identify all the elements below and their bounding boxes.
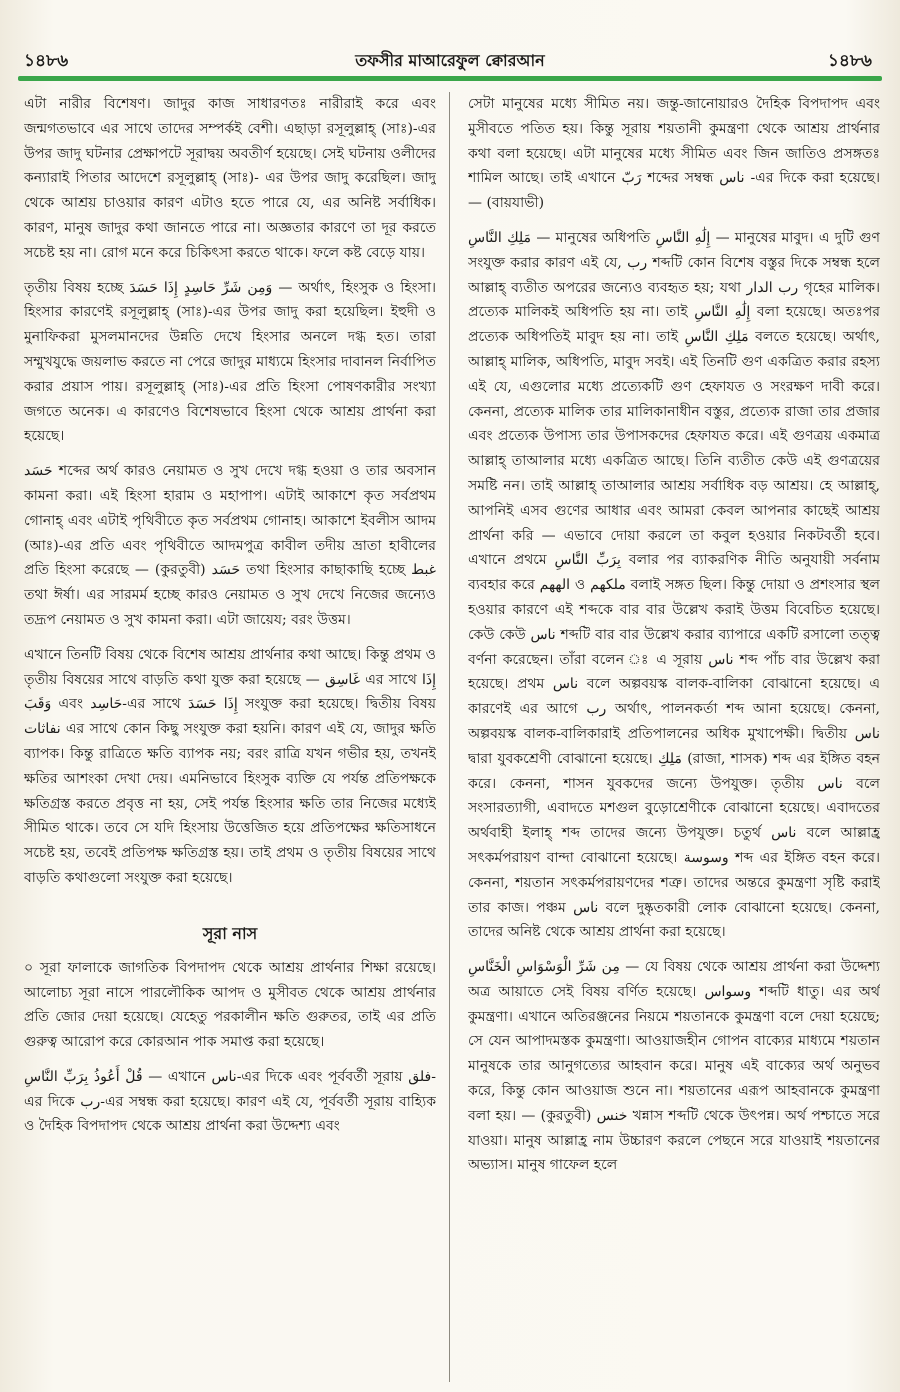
paragraph: قُلْ أَعُوذُ بِرَبِّ النَّاسِ — এখানে ناس-এর দিকে এবং পূর্ববর্তী সূরায় فلق-এর দিকে رب-এর সম্বন্ধ করা হয়েছে। কারণ এই যে, পূর্ববর্তী সূরায় বাহ্যিক ও দৈহিক বিপদাপদ থেকে আশ্রয় প্রার্থনা করা উদ্দেশ্য এবং — [24, 1068, 436, 1135]
paragraph: حَسَد শব্দের অর্থ কারও নেয়ামত ও সুখ দেখে দগ্ধ হওয়া ও তার অবসান কামনা করা। এই হিংসা হারাম ও মহাপাপ। এটাই আকাশে কৃত সর্বপ্রথম গোনাহ্ এবং এটাই পৃথিবীতে কৃত সর্বপ্রথম গোনাহ। আকাশে ইবলীস আদম (আঃ)-এর প্রতি এবং পৃথিবীতে আদমপুত্র কাবীল তদীয় ভ্রাতা হাবীলের প্রতি হিংসা করেছে — (কুরতুবী) حَسَد তথা হিংসার কাছাকাছি হচ্ছে غبط তথা ঈর্ষা। এর সারমর্ম হচ্ছে কারও নেয়ামত ও সুখ দেখে নিজের জন্যেও তদ্রূপ নেয়ামত ও সুখ কামনা করা। এটা জায়েয; বরং উত্তম। — [24, 463, 436, 628]
column-divider — [449, 92, 450, 1382]
paragraph: তৃতীয় বিষয় হচ্ছে وَمِن شَرِّ حَاسِدٍ إِذَا حَسَدَ — অর্থাৎ, হিংসুক ও হিংসা। হিংসার কারণেই রসূলুল্লাহ্ (সাঃ)-এর উপর জাদু করা হয়েছিল। ইহুদী ও মুনাফিকরা মুসলমানদের উন্নতি দেখে হিংসার অনলে দগ্ধ হত। তারা সম্মুখযুদ্ধে জয়লাভ করতে না পেরে জাদুর মাধ্যমে হিংসার দাবানল নির্বাপিত করার প্রয়াস পায়। রসূলুল্লাহ্ (সাঃ)-এর প্রতি হিংসা পোষণকারীর সংখ্যা জগতে অনেক। এ কারণেও বিশেষভাবে হিংসা থেকে আশ্রয় প্রার্থনা করা হয়েছে। — [24, 279, 436, 445]
running-title: তফসীর মাআরেফুল ক্বোরআন — [355, 51, 545, 70]
page-number-right: ১৪৮৬ — [827, 51, 872, 71]
right-column — [468, 92, 880, 1382]
page-number-left: ১৪৮৬ — [24, 51, 69, 71]
paragraph: مَلِكِ النَّاسِ — মানুষের অধিপতি إِلَٰهِ النَّاسِ — মানুষের মাবুদ। এ দুটি গুণ সংযুক্ত করার কারণ এই যে, رب শব্দটি কোন বিশেষ বস্তুর দিকে সম্বন্ধ হলে আল্লাহ্ ব্যতীত অপরের জন্যেও ব্যবহৃত হয়; যথা رب الدار গৃহের মালিক। প্রত্যেক মালিকই অধিপতি হয় না। তাই إِلَٰهِ النَّاسِ বলা হয়েছে। অতঃপর প্রত্যেক অধিপতিই মাবুদ হয় না। তাই مَلِكِ النَّاسِ বলতে হয়েছে। অর্থাৎ, আল্লাহ্ মালিক, অধিপতি, মাবুদ সবই। এই তিনটি গুণ একত্রিত করার রহস্য এই যে, এগুলোর মধ্যে প্রত্যেকটি গুণ হেফাযত ও সংরক্ষণ দাবী করে। কেননা, প্রত্যেক মালিক তার মালিকানাধীন বস্তুর, প্রত্যেক রাজা তার প্রজার এবং প্রত্যেক উপাস্য তার উপাসকদের হেফাযত করে। এই গুণত্রয় একমাত্র আল্লাহ্ তাআলার মধ্যে একত্রিত আছে। তিনি ব্যতীত কেউ এই গুণত্রয়ের সমষ্টি নন। তাই আল্লাহ্ তাআলার আশ্রয় সর্বাধিক বড় আশ্রয়। হে আল্লাহ্, আপনিই এসব গুণের আধার এবং আমরা কেবল আপনার কাছেই আশ্রয় প্রার্থনা করি — এভাবে দোয়া করলে তা কবুল হওয়ার নিকটবর্তী হবে। এখানে প্রথমে بِرَبِّ النَّاسِ বলার পর ব্যাকরণিক নীতি অনুযায়ী সর্বনাম ব্যবহার করে الههم ও ملكهم বলাই সঙ্গত ছিল। কিন্তু দোয়া ও প্রশংসার স্থল হওয়ার কারণে এই শব্দকে বার বার উল্লেখ করাই উত্তম বিবেচিত হয়েছে। কেউ কেউ ناس শব্দটি বার বার উল্লেখ করার ব্যাপারে একটি রসালো তত্ত্ব বর্ণনা করেছেন। তাঁরা বলেন ঃ এ সূরায় ناس শব্দ পাঁচ বার উল্লেখ করা হয়েছে। প্রথম ناس বলে অল্পবয়স্ক বালক-বালিকা বোঝানো হয়েছে। এ কারণেই এর আগে رب অর্থাৎ, পালনকর্তা শব্দ আনা হয়েছে। কেননা, অল্পবয়স্ক বালক-বালিকারাই প্রতিপালনের অধিক মুখাপেক্ষী। দ্বিতীয় ناس দ্বারা যুবকশ্রেণী বোঝানো হয়েছে। مَلِكِ (রাজা, শাসক) শব্দ এর ইঙ্গিত বহন করে। কেননা, শাসন যুবকদের জন্যে উপযুক্ত। তৃতীয় ناس বলে সংসারত্যাগী, এবাদতে মশগুল বুড়োশ্রেণীকে বোঝানো হয়েছে। এবাদতের অর্থবাহী ইলাহ্ শব্দ তাদের জন্যে উপযুক্ত। চতুর্থ ناس বলে আল্লাহ্র সৎকর্মপরায়ণ বান্দা বোঝানো হয়েছে। وسوسة শব্দ এর ইঙ্গিত বহন করে। কেননা, শয়তান সৎকর্মপরায়ণদের শত্রু। তাদের অন্তরে কুমন্ত্রণা সৃষ্টি করাই তার কাজ। পঞ্চম ناس বলে দুষ্কৃতকারী লোক বোঝানো হয়েছে। কেননা, তাদের অনিষ্ট থেকে আশ্রয় প্রার্থনা করা হয়েছে। — [468, 229, 880, 941]
header-rule — [18, 76, 882, 81]
paragraph: ০ সূরা ফালাকে জাগতিক বিপদাপদ থেকে আশ্রয় প্রার্থনার শিক্ষা রয়েছে। আলোচ্য সূরা নাসে পারলৌকিক আপদ ও মুসীবত থেকে আশ্রয় প্রার্থনার প্রতি জোর দেয়া হয়েছে। যেহেতু পরকালীন ক্ষতি গুরুতর, তাই এর প্রতি গুরুত্ব আরোপ করে কোরআন পাক সমাপ্ত করা হয়েছে। — [24, 959, 436, 1051]
paragraph: এটা নারীর বিশেষণ। জাদুর কাজ সাধারণতঃ নারীরাই করে এবং জন্মগতভাবে এর সাথে তাদের সম্পর্কই বেশী। এছাড়া রসূলুল্লাহ্ (সাঃ)-এর উপর জাদু ঘটনার প্রেক্ষাপটে সূরাদ্বয় অবতীর্ণ হয়েছে। সেই ঘটনায় ওলীদের কন্যারাই পিতার আদেশে রসূলুল্লাহ্ (সাঃ)- এর উপর জাদু করেছিল। জাদু থেকে আশ্রয় চাওয়ার কারণ এটাও হতে পারে যে, এর অনিষ্ট সর্বাধিক। কারণ, মানুষ জাদুর কথা জানতে পারে না। অজ্ঞতার কারণে তা দূর করতে সচেষ্ট হয় না। রোগ মনে করে চিকিৎসা করতে থাকে। ফলে কষ্ট বেড়ে যায়। — [24, 96, 436, 261]
section-heading: সূরা নাস — [202, 923, 258, 943]
page-header — [18, 48, 882, 74]
paragraph: مِن شَرِّ الْوَسْوَاسِ الْخَنَّاسِ — যে বিষয় থেকে আশ্রয় প্রার্থনা করা উদ্দেশ্য অত্র আয়াতে সেই বিষয় বর্ণিত হয়েছে। وسواس শব্দটি ধাতু। এর অর্থ কুমন্ত্রণা। এখানে অতিরঞ্জনের নিয়মে শয়তানকে কুমন্ত্রণা বলে দেয়া হয়েছে; সে যেন আপাদমস্তক কুমন্ত্রণা। আওয়াজহীন গোপন বাক্যের মাধ্যমে শয়তান মানুষকে তার আনুগত্যের আহবান করে। মানুষ এই বাক্যের অর্থ অনুভব করে, কিন্তু কোন আওয়াজ শুনে না। শয়তানের এরূপ আহবানকে কুমন্ত্রণা বলা হয়। — (কুরতুবী) خنس খন্নাস শব্দটি থেকে উৎপন্ন। অর্থ পশ্চাতে সরে যাওয়া। মানুষ আল্লাহ্র নাম উচ্চারণ করলে পেছনে সরে যাওয়াই শয়তানের অভ্যাস। মানুষ গাফেল হলে — [468, 959, 880, 1174]
paragraph: এখানে তিনটি বিষয় থেকে বিশেষ আশ্রয় প্রার্থনার কথা আছে। কিন্তু প্রথম ও তৃতীয় বিষয়ের সাথে বাড়তি কথা যুক্ত করা হয়েছে — غَاسِق এর সাথে إِذَا وَقَبَ এবং حَاسِد-এর সাথে إِذَا حَسَدَ সংযুক্ত করা হয়েছে। দ্বিতীয় বিষয় نفاثات এর সাথে কোন কিছু সংযুক্ত করা হয়নি। কারণ এই যে, জাদুর ক্ষতি ব্যাপক। কিন্তু রাত্রিতে ক্ষতি ব্যাপক নয়; বরং রাত্রি যখন গভীর হয়, তখনই ক্ষতির আশংকা দেখা দেয়। এমনিভাবে হিংসুক ব্যক্তি যে পর্যন্ত প্রতিপক্ষকে ক্ষতিগ্রস্ত করতে প্রবৃত্ত না হয়, সেই পর্যন্ত হিংসার ক্ষতি তার নিজের মধ্যেই সীমিত থাকে। তবে সে যদি হিংসায় উত্তেজিত হয়ে প্রতিপক্ষের ক্ষতিসাধনে সচেষ্ট হয়, তবেই প্রতিপক্ষ ক্ষতিগ্রস্ত হয়। তাই প্রথম ও তৃতীয় বিষয়ের সাথে বাড়তি কথাগুলো সংযুক্ত করা হয়েছে। — [24, 646, 436, 886]
left-column — [24, 92, 436, 1382]
paragraph: সেটা মানুষের মধ্যে সীমিত নয়। জন্তু-জানোয়ারও দৈহিক বিপদাপদ এবং মুসীবতে পতিত হয়। কিন্তু সূরায় শয়তানী কুমন্ত্রণা থেকে আশ্রয় প্রার্থনার কথা বলা হয়েছে। এটা মানুষের মধ্যে সীমিত এবং জিন জাতিও প্রসঙ্গতঃ শামিল আছে। তাই এখানে رَبّ শব্দের সম্বন্ধ ناس -এর দিকে করা হয়েছে। — (বায়যাভী) — [468, 96, 880, 212]
